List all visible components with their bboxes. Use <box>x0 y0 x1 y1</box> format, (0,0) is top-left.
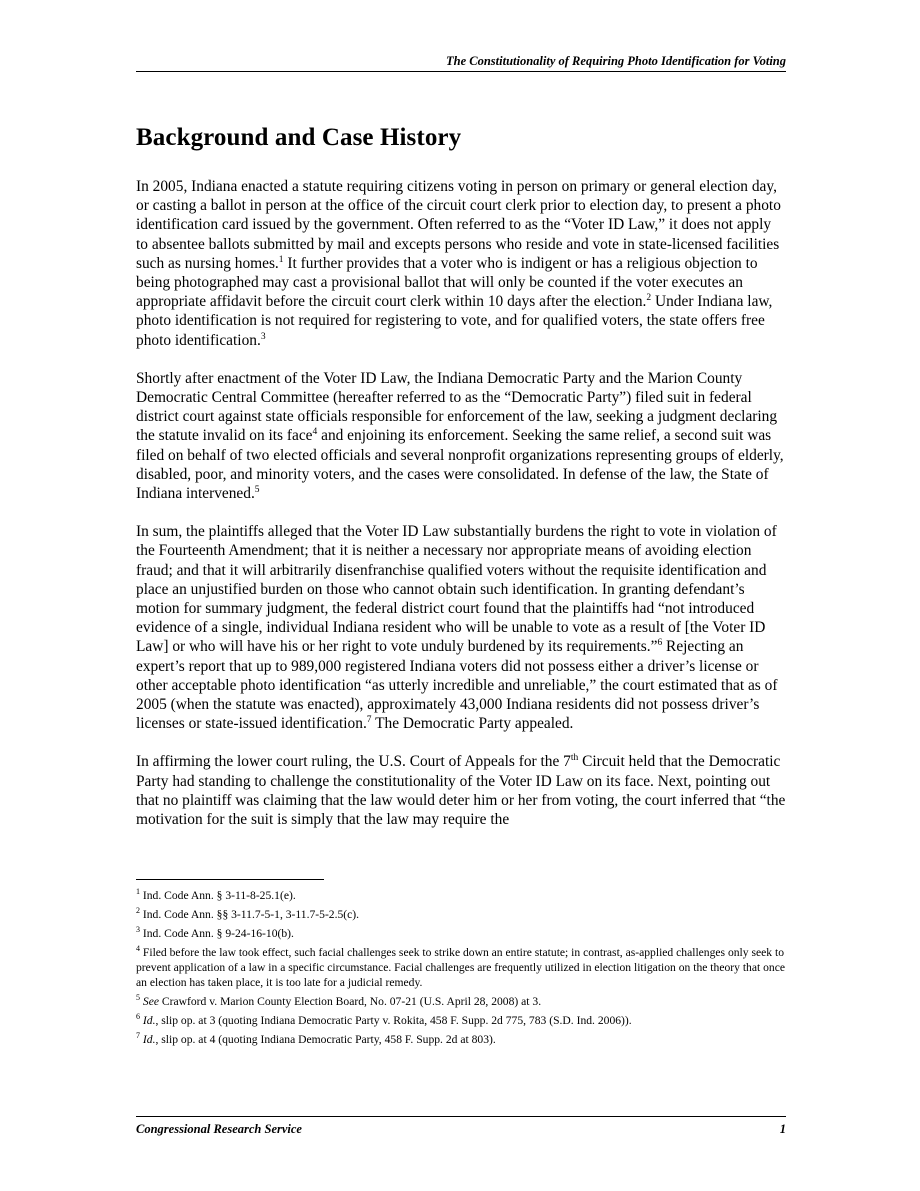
footnote-number: 1 <box>136 887 140 896</box>
paragraph-text: In 2005, Indiana enacted a statute requiring citizens voting in person on primary or general election day, or casting a ballot in person at the office of the circuit court clerk prior to election day, to present a photo identification card issued by the government. Often referred to as the “Voter ID Law,” it does not apply to absentee ballots submitted by mail and excepts persons who reside and vote in state-licensed facilities such as nursing homes. <box>136 178 781 272</box>
paragraph-text: It further provides that a voter who is indigent or has a religious objection to being photographed may cast a provisional ballot that will only be counted if the voter executes an appropriate affidavit before the circuit court clerk within 10 days after the election. <box>136 254 758 311</box>
footnote-text: Ind. Code Ann. § 9-24-16-10(b). <box>140 927 294 940</box>
footnote-4 <box>136 945 786 990</box>
footnote-number: 4 <box>136 944 140 953</box>
footnote-ref[interactable]: 1 <box>278 254 284 265</box>
paragraph-4 <box>136 752 786 829</box>
paragraph-1 <box>136 177 786 350</box>
footnote-ref[interactable]: 2 <box>646 293 652 304</box>
footnote-7 <box>136 1032 786 1047</box>
footnote-number: 2 <box>136 906 140 915</box>
publisher-name: Congressional Research Service <box>136 1122 302 1136</box>
footnote-2 <box>136 907 786 922</box>
footnote-5 <box>136 994 786 1009</box>
footnote-ref[interactable]: 4 <box>312 427 318 438</box>
paragraph-text: Under Indiana law, photo identification is not required for registering to vote, and for qualified voters, the state offers free photo identification. <box>136 293 773 349</box>
paragraph-2 <box>136 369 786 503</box>
footnote-number: 6 <box>136 1012 140 1021</box>
running-footer <box>136 1116 786 1137</box>
citation-signal: Id. <box>142 1014 156 1027</box>
footnote-1 <box>136 888 786 903</box>
footnote-text: Crawford v. Marion County Election Board, No. 07-21 (U.S. April 28, 2008) at 3. <box>159 995 542 1008</box>
ordinal-suffix: th <box>570 753 579 764</box>
citation-signal: See <box>142 995 159 1008</box>
footnote-ref[interactable]: 6 <box>657 638 663 649</box>
paragraph-text: Shortly after enactment of the Voter ID Law, the Indiana Democratic Party and the Marion County Democratic Central Committee (hereafter referred to as the “Democratic Party”) filed suit in federal district court against state officials responsible for enforcement of the law, seeking a judgment declaring the statute invalid on its face <box>136 369 778 445</box>
footnote-ref[interactable]: 7 <box>366 715 372 726</box>
body-text <box>136 177 786 848</box>
footnote-number: 7 <box>136 1031 140 1040</box>
footnote-divider <box>136 879 324 880</box>
footnote-text: , slip op. at 4 (quoting Indiana Democratic Party, 458 F. Supp. 2d at 803). <box>155 1033 496 1046</box>
footnote-ref[interactable]: 5 <box>254 485 260 496</box>
footnote-number: 5 <box>136 993 140 1002</box>
footnote-ref[interactable]: 3 <box>260 331 266 342</box>
paragraph-text: Circuit held that the Democratic Party had standing to challenge the constitutionality of the Voter ID Law on its face. Next, pointing out that no plaintiff was claiming that the law would deter him or her from voting, the court inferred that “the motivation for the suit is simply that the law may require the <box>136 753 786 829</box>
footnote-3 <box>136 926 786 941</box>
paragraph-text: In affirming the lower court ruling, the U.S. Court of Appeals for the 7 <box>136 753 571 771</box>
paragraph-text: and enjoining its enforcement. Seeking the same relief, a second suit was filed on behalf of two elected officials and several nonprofit organizations representing groups of elderly, disabled, poor, and minority voters, and the cases were consolidated. In defense of the law, the State of Indiana intervened. <box>136 427 784 503</box>
running-header: The Constitutionality of Requiring Photo Identification for Voting <box>136 54 786 72</box>
footnotes <box>136 888 786 1051</box>
page-number: 1 <box>779 1122 786 1136</box>
footnote-6 <box>136 1013 786 1028</box>
footnote-text: Ind. Code Ann. §§ 3-11.7-5-1, 3-11.7-5-2.5(c). <box>140 908 360 921</box>
paragraph-text: In sum, the plaintiffs alleged that the Voter ID Law substantially burdens the right to vote in violation of the Fourteenth Amendment; that it is neither a necessary nor appropriate means of avoiding election fraud; and that it will arbitrarily disenfranchise qualified voters without the requisite identification and place an unjustified burden on those who cannot obtain such identification. In granting defendant’s motion for summary judgment, the federal district court found that the plaintiffs had “not introduced evidence of a single, individual Indiana resident who will be unable to vote as a result of [the Voter ID Law] or who will have his or her right to vote unduly burdened by its requirements.” <box>136 523 777 656</box>
footnote-number: 3 <box>136 925 140 934</box>
section-title: Background and Case History <box>136 124 462 151</box>
paragraph-3 <box>136 522 786 733</box>
citation-signal: Id. <box>142 1033 156 1046</box>
footnote-text: , slip op. at 3 (quoting Indiana Democratic Party v. Rokita, 458 F. Supp. 2d 775, 783 (S.D. Ind. 2006)). <box>155 1014 632 1027</box>
paragraph-text: Rejecting an expert’s report that up to 989,000 registered Indiana voters did not possess either a driver’s license or other acceptable photo identification “as utterly incredible and unreliable,” the court estimated that as of 2005 (when the statute was enacted), approximately 43,000 Indiana residents did not possess driver’s licenses or state-issued identification. <box>136 638 778 733</box>
footnote-text: Filed before the law took effect, such facial challenges seek to strike down an entire statute; in contrast, as-applied challenges only seek to prevent application of a law in a specific circumstance. Facial challenges are frequently utilized in election litigation on the theory that once an election has taken place, it is too late for a judicial remedy. <box>136 946 785 989</box>
paragraph-text: The Democratic Party appealed. <box>371 715 574 733</box>
footnote-text: Ind. Code Ann. § 3-11-8-25.1(e). <box>140 889 296 902</box>
